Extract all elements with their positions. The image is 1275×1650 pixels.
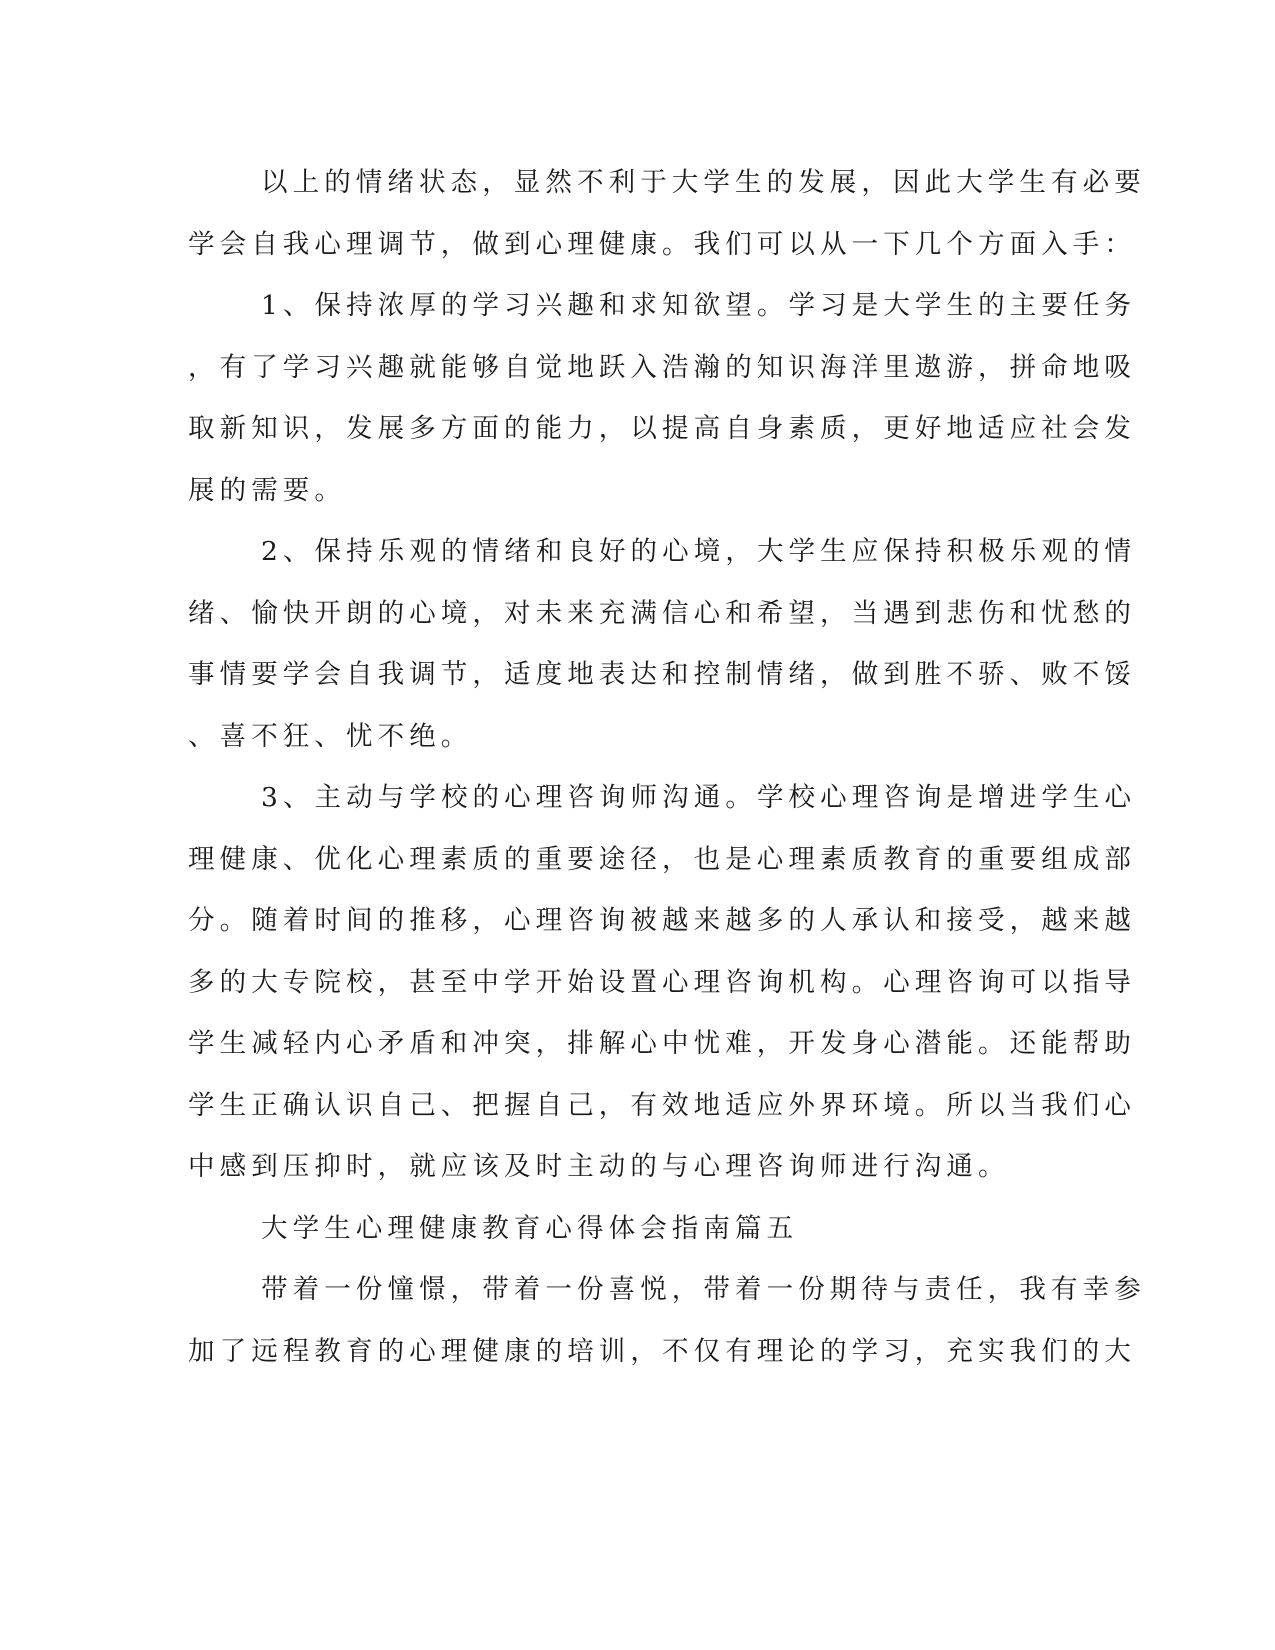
text-line: 加了远程教育的心理健康的培训，不仅有理论的学习，充实我们的大 xyxy=(188,1335,1136,1367)
text-line: 带着一份憧憬，带着一份喜悦，带着一份期待与责任，我有幸参 xyxy=(261,1274,1146,1305)
text-line: 3、主动与学校的心理咨询师沟通。学校心理咨询是增进学生心 xyxy=(261,782,1137,813)
text-line: 展的需要。 xyxy=(188,474,346,506)
text-line: 1、保持浓厚的学习兴趣和求知欲望。学习是大学生的主要任务 xyxy=(261,290,1137,321)
text-line: 取新知识，发展多方面的能力，以提高自身素质，更好地适应社会发 xyxy=(188,413,1136,444)
text-line: 、喜不狂、忧不绝。 xyxy=(188,720,473,752)
text-line: 事情要学会自我调节，适度地表达和控制情绪，做到胜不骄、败不馁 xyxy=(188,659,1136,690)
text-line: 学生减轻内心矛盾和冲突，排解心中忧难，开发身心潜能。还能帮助 xyxy=(188,1028,1136,1059)
text-line: 绪、愉快开朗的心境，对未来充满信心和希望，当遇到悲伤和忧愁的 xyxy=(188,597,1136,629)
text-line: 中感到压抑时，就应该及时主动的与心理咨询师进行沟通。 xyxy=(188,1151,1010,1182)
text-line: 分。随着时间的推移，心理咨询被越来越多的人承认和接受，越来越 xyxy=(188,905,1136,936)
text-line: ，有了学习兴趣就能够自觉地跃入浩瀚的知识海洋里遨游，拼命地吸 xyxy=(188,351,1136,383)
text-line: 学生正确认识自己、把握自己，有效地适应外界环境。所以当我们心 xyxy=(188,1089,1136,1121)
text-line: 理健康、优化心理素质的重要途径，也是心理素质教育的重要组成部 xyxy=(188,843,1136,875)
document-body xyxy=(188,152,1146,1382)
text-line: 2、保持乐观的情绪和良好的心境，大学生应保持积极乐观的情 xyxy=(261,536,1137,567)
text-line: 多的大专院校，甚至中学开始设置心理咨询机构。心理咨询可以指导 xyxy=(188,966,1136,998)
text-line: 以上的情绪状态，显然不利于大学生的发展，因此大学生有必要 xyxy=(261,167,1146,198)
section-heading: 大学生心理健康教育心得体会指南篇五 xyxy=(261,1212,799,1244)
text-line: 学会自我心理调节，做到心理健康。我们可以从一下几个方面入手： xyxy=(188,228,1136,260)
